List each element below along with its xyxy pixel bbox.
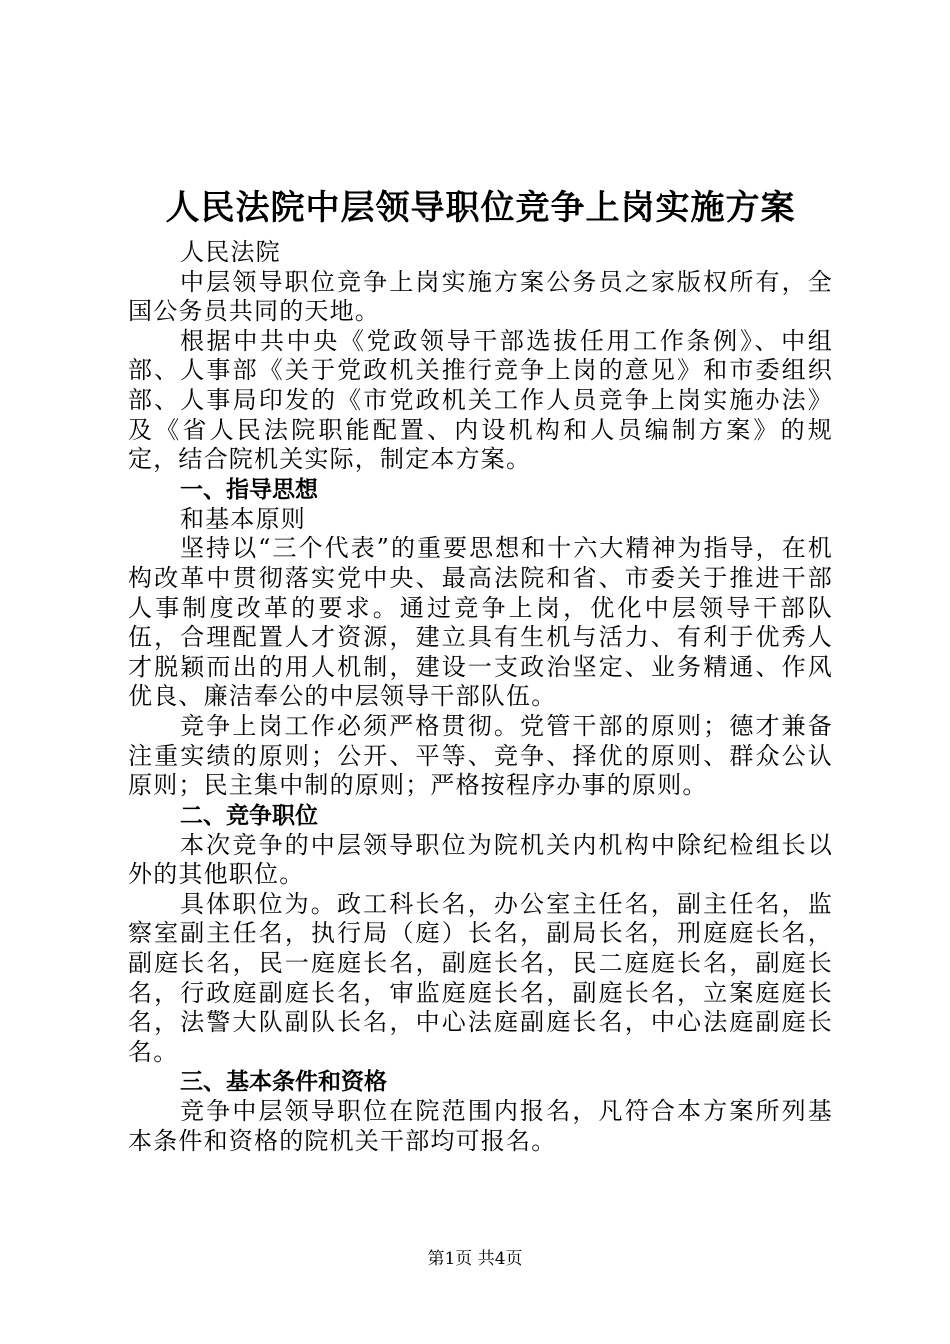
paragraph: 本次竞争的中层领导职位为院机关内机构中除纪检组长以外的其他职位。 [128,830,833,889]
section-heading-positions: 二、竞争职位 [180,802,318,829]
section-heading-guiding-thought: 一、指导思想 [180,476,318,503]
document-page [128,178,833,1157]
page-footer: 第1页 共4页 [427,1249,523,1269]
paragraph: 具体职位为。政工科长名，办公室主任名，副主任名，监察室副主任名，执行局（庭）长名，副局长名，刑庭庭长名，副庭长名，民一庭庭长名，副庭长名，民二庭庭长名，副庭长名，行政庭副庭长名，审监庭庭长名，副庭长名，立案庭庭长名，法警大队副队长名，中心法庭副庭长名，中心法庭副庭长名。 [128,889,833,1066]
paragraph: 中层领导职位竞争上岗实施方案公务员之家版权所有，全国公务员共同的天地。 [128,267,833,326]
document-title: 人民法院中层领导职位竞争上岗实施方案 [165,188,796,228]
paragraph: 人民法院 [180,238,281,266]
paragraph: 和基本原则 [180,504,306,533]
section-heading-qualifications: 三、基本条件和资格 [180,1069,387,1096]
paragraph: 坚持以“三个代表”的重要思想和十六大精神为指导，在机构改革中贯彻落实党中央、最高法院和省、市委关于推进干部人事制度改革的要求。通过竞争上岗，优化中层领导干部队伍，合理配置人才资源，建立具有生机与活力、有利于优秀人才脱颖而出的用人机制，建设一支政治坚定、业务精通、作风优良、廉洁奉公的中层领导干部队伍。 [128,534,833,711]
paragraph: 根据中共中央《党政领导干部选拔任用工作条例》、中组部、人事部《关于党政机关推行竞争上岗的意见》和市委组织部、人事局印发的《市党政机关工作人员竞争上岗实施办法》及《省人民法院职能配置、内设机构和人员编制方案》的规定，结合院机关实际，制定本方案。 [128,326,833,474]
paragraph: 竞争中层领导职位在院范围内报名，凡符合本方案所列基本条件和资格的院机关干部均可报名。 [128,1097,833,1156]
paragraph: 竞争上岗工作必须严格贯彻。党管干部的原则；德才兼备注重实绩的原则；公开、平等、竞争、择优的原则、群众公认原则；民主集中制的原则；严格按程序办事的原则。 [128,711,833,800]
